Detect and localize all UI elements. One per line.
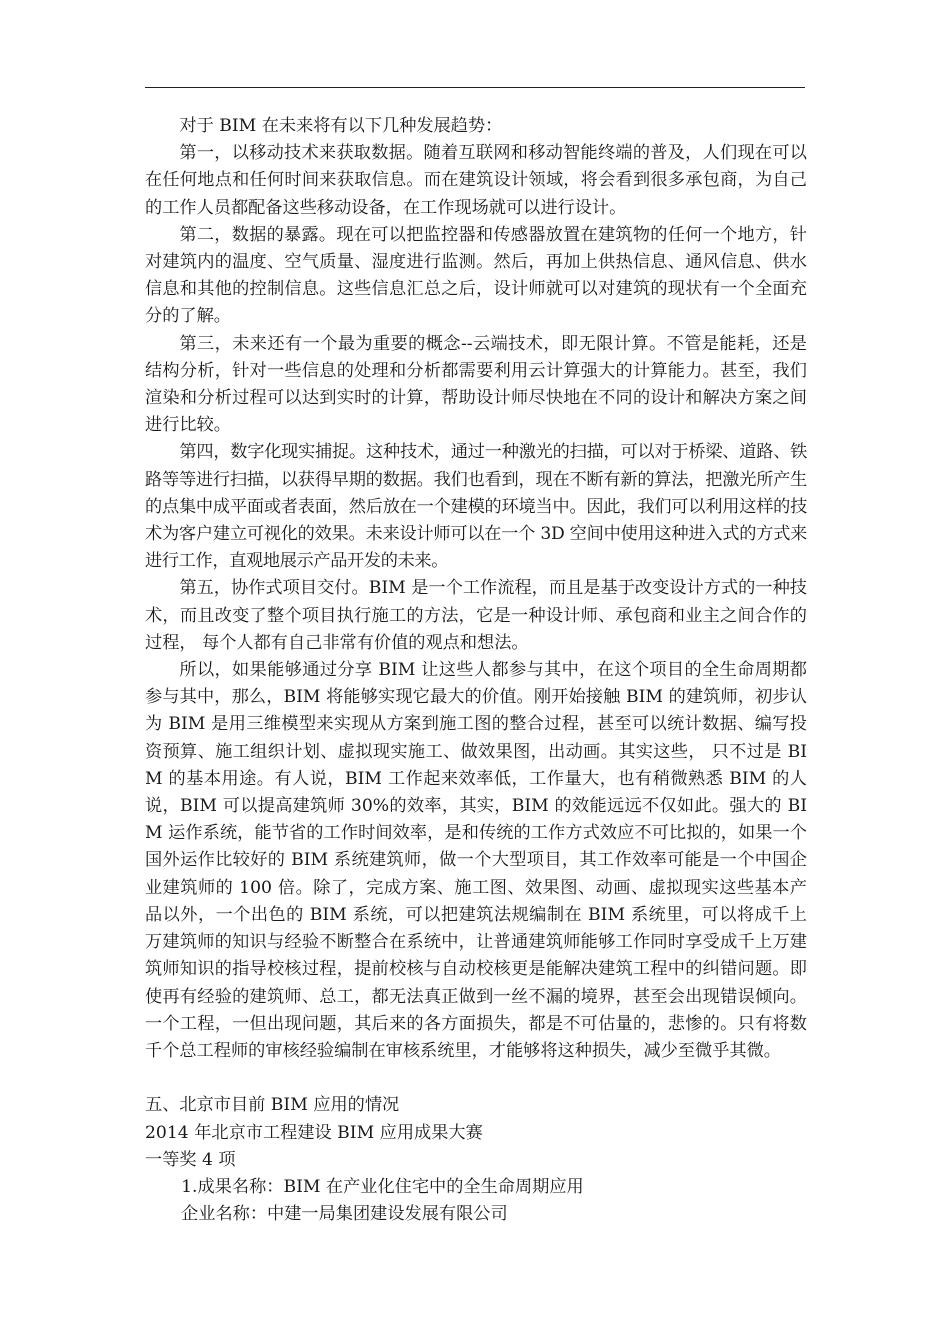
- trend-paragraph-5: 第五，协作式项目交付。BIM 是一个工作流程，而且是基于改变设计方式的一种技术，而且改变了整个项目执行施工的方法，它是一种设计师、承包商和业主之间合作的过程， 每个人都有自己非常有价值的观点和想法。: [145, 578, 807, 653]
- trend-paragraph-2: 第二，数据的暴露。现在可以把监控器和传感器放置在建筑物的任何一个地方，针对建筑内的温度、空气质量、湿度进行监测。然后，再加上供热信息、通风信息、供水信息和其他的控制信息。这些信息汇总之后，设计师就可以对建筑的现状有一个全面充分的了解。: [145, 224, 807, 327]
- entry-achievement-name: 1.成果名称：BIM 在产业化住宅中的全生命周期应用: [181, 1176, 584, 1197]
- competition-title: 2014 年北京市工程建设 BIM 应用成果大赛: [145, 1122, 483, 1143]
- trend-paragraph-4: 第四，数字化现实捕捉。这种技术，通过一种激光的扫描，可以对于桥梁、道路、铁路等等进行扫描，以获得早期的数据。我们也看到，现在不断有新的算法，把激光所产生的点集中成平面或者表面，然后放在一个建模的环境当中。因此，我们可以利用这样的技术为客户建立可视化的效果。未来设计师可以在一个 3D 空间中使用这种进入式的方式来进行工作，直观地展示产品开发的未来。: [145, 442, 807, 572]
- spacer: [145, 1065, 807, 1092]
- document-body: [145, 113, 807, 1228]
- summary-paragraph: 所以，如果能够通过分享 BIM 让这些人都参与其中，在这个项目的全生命周期都参与其中，那么，BIM 将能够实现它最大的价值。刚开始接触 BIM 的建筑师，初步认为 BIM 是用三维模型来实现从方案到施工图的整合过程，甚至可以统计数据、编写投资预算、施工组织计划、虚拟现实施工、做效果图，出动画。其实这些， 只不过是 BIM 的基本用途。有人说，BIM 工作起来效率低，工作量大，也有稍微熟悉 BIM 的人说，BIM 可以提高建筑师 30%的效率，其实，BIM 的效能远远不仅如此。强大的 BIM 运作系统，能节省的工作时间效率，是和传统的工作方式效应不可比拟的，如果一个国外运作比较好的 BIM 系统建筑师，做一个大型项目，其工作效率可能是一个中国企业建筑师的 100 倍。除了，完成方案、施工图、效果图、动画、虚拟现实这些基本产品以外，一个出色的 BIM 系统，可以把建筑法规编制在 BIM 系统里，可以将成千上万建筑师的知识与经验不断整合在系统中，让普通建筑师能够工作同时享受成千上万建筑师知识的指导校核过程，提前校核与自动校核更是能解决建筑工程中的纠错问题。即使再有经验的建筑师、总工，都无法真正做到一丝不漏的境界，甚至会出现错误倾向。一个工程，一但出现问题，其后来的各方面损失，都是不可估量的，悲惨的。只有将数千个总工程师的审核经验编制在审核系统里，才能够将这种损失，减少至微乎其微。: [145, 660, 807, 1061]
- trend-paragraph-1: 第一，以移动技术来获取数据。随着互联网和移动智能终端的普及，人们现在可以在任何地点和任何时间来获取信息。而在建筑设计领域，将会看到很多承包商，为自己的工作人员都配备这些移动设备，在工作现场就可以进行设计。: [145, 143, 807, 218]
- intro-paragraph: 对于 BIM 在未来将有以下几种发展趋势：: [179, 116, 503, 136]
- section-heading: 五、北京市目前 BIM 应用的情况: [145, 1095, 400, 1116]
- award-level: 一等奖 4 项: [145, 1149, 236, 1170]
- header-rule: [145, 87, 805, 88]
- entry-company-name: 企业名称：中建一局集团建设发展有限公司: [181, 1204, 508, 1225]
- trend-paragraph-3: 第三，未来还有一个最为重要的概念--云端技术，即无限计算。不管是能耗，还是结构分析，针对一些信息的处理和分析都需要利用云计算强大的计算能力。甚至，我们渲染和分析过程可以达到实时的计算，帮助设计师尽快地在不同的设计和解决方案之间进行比较。: [145, 333, 807, 436]
